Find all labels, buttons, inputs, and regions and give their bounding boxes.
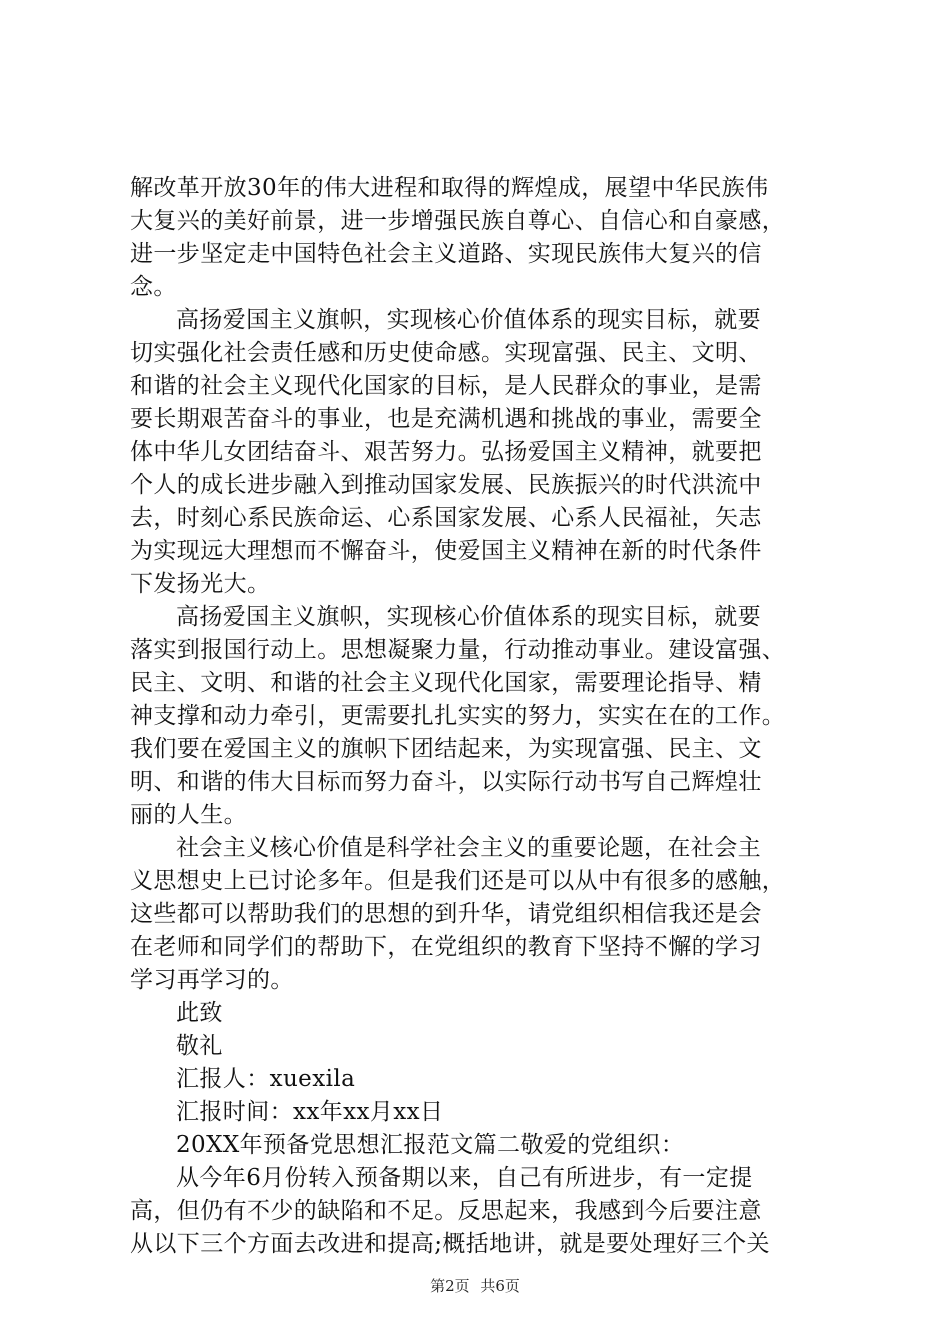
body-line: 大复兴的美好前景，进一步增强民族自尊心、自信心和自豪感， (130, 208, 786, 234)
body-line: 体中华儿女团结奋斗、艰苦努力。弘扬爱国主义精神，就要把 (130, 439, 762, 465)
report-date-line: 汇报时间：xx年xx月xx日 (176, 1099, 444, 1125)
body-line: 这些都可以帮助我们的思想的到升华，请党组织相信我还是会 (130, 901, 762, 927)
body-line: 解改革开放30年的伟大进程和取得的辉煌成，展望中华民族伟 (130, 175, 769, 201)
body-line: 为实现远大理想而不懈奋斗，使爱国主义精神在新的时代条件 (130, 538, 762, 564)
body-line: 义思想史上已讨论多年。但是我们还是可以从中有很多的感触， (130, 868, 786, 894)
section-heading-line: 20XX年预备党思想汇报范文篇二敬爱的党组织： (176, 1132, 685, 1158)
body-line: 学习再学习的。 (130, 967, 294, 993)
body-line: 高，但仍有不少的缺陷和不足。反思起来，我感到今后要注意 (130, 1198, 762, 1224)
body-line: 在老师和同学们的帮助下，在党组织的教育下坚持不懈的学习 (130, 934, 762, 960)
page-total: 共6页 (480, 1277, 520, 1295)
body-line: 落实到报国行动上。思想凝聚力量，行动推动事业。建设富强、 (130, 637, 786, 663)
body-line: 明、和谐的伟大目标而努力奋斗，以实际行动书写自己辉煌壮 (130, 769, 762, 795)
body-line: 下发扬光大。 (130, 571, 271, 597)
closing-regards: 敬礼 (176, 1033, 223, 1059)
body-line: 进一步坚定走中国特色社会主义道路、实现民族伟大复兴的信 (130, 241, 762, 267)
reporter-line: 汇报人：xuexila (176, 1066, 356, 1092)
body-line: 要长期艰苦奋斗的事业，也是充满机遇和挑战的事业，需要全 (130, 406, 762, 432)
body-line: 去，时刻心系民族命运、心系国家发展、心系人民福祉，矢志 (130, 505, 762, 531)
body-line: 神支撑和动力牵引，更需要扎扎实实的努力，实实在在的工作。 (130, 703, 786, 729)
paragraph-start-line: 高扬爱国主义旗帜，实现核心价值体系的现实目标，就要 (176, 307, 761, 333)
body-line: 我们要在爱国主义的旗帜下团结起来，为实现富强、民主、文 (130, 736, 762, 762)
body-line: 念。 (130, 274, 177, 300)
page-footer (0, 1275, 950, 1296)
body-line: 个人的成长进步融入到推动国家发展、民族振兴的时代洪流中 (130, 472, 762, 498)
body-line: 切实强化社会责任感和历史使命感。实现富强、民主、文明、 (130, 340, 762, 366)
paragraph-start-line: 高扬爱国主义旗帜，实现核心价值体系的现实目标，就要 (176, 604, 761, 630)
closing-salutation: 此致 (176, 1000, 223, 1026)
body-line: 丽的人生。 (130, 802, 247, 828)
paragraph-start-line: 从今年6月份转入预备期以来，自己有所进步，有一定提 (176, 1165, 753, 1191)
body-line: 和谐的社会主义现代化国家的目标，是人民群众的事业，是需 (130, 373, 762, 399)
body-line: 从以下三个方面去改进和提高;概括地讲，就是要处理好三个关 (130, 1231, 770, 1257)
body-line: 民主、文明、和谐的社会主义现代化国家，需要理论指导、精 (130, 670, 762, 696)
paragraph-start-line: 社会主义核心价值是科学社会主义的重要论题，在社会主 (176, 835, 761, 861)
page-number: 第2页 (430, 1277, 470, 1295)
